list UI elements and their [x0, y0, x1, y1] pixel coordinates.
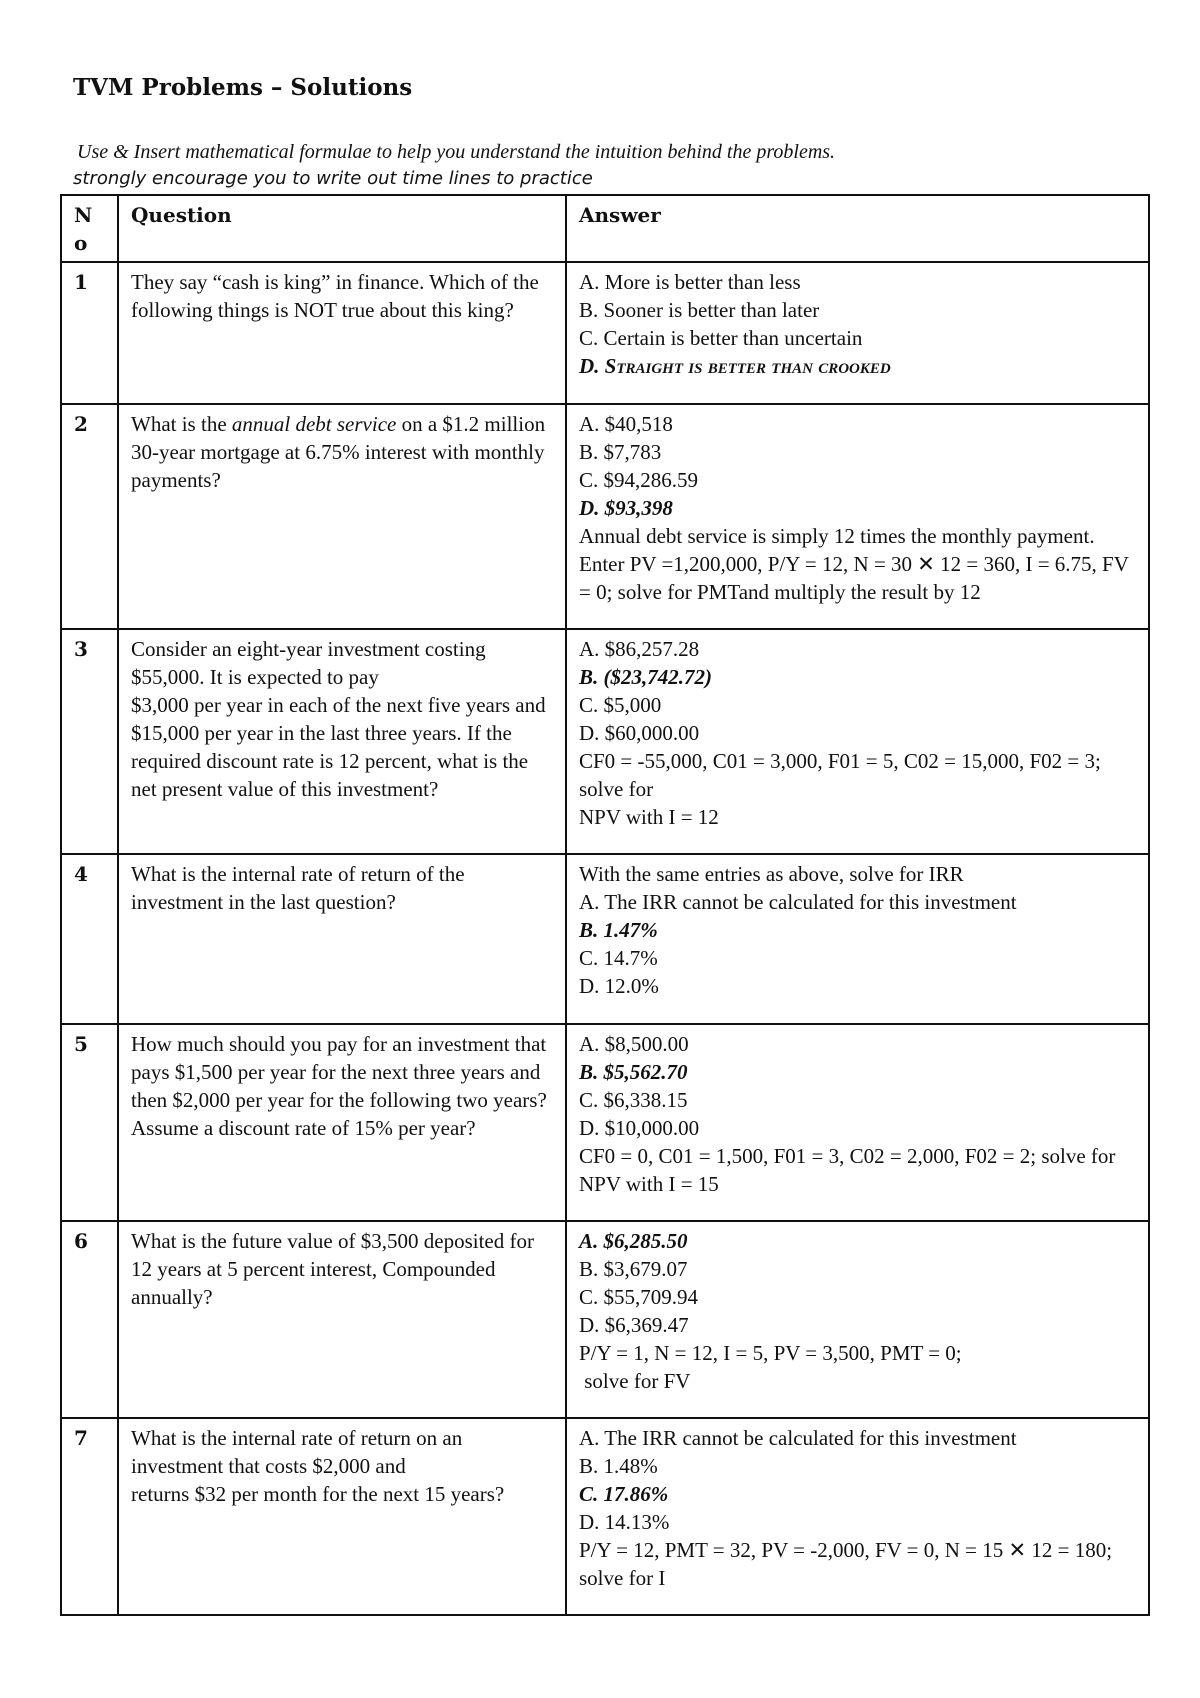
header-no-a: N — [74, 203, 93, 227]
answer-option: B. $3,679.07 — [579, 1257, 688, 1281]
answer-option: B. $7,783 — [579, 440, 662, 464]
correct-answer-option: B. 1.47% — [579, 918, 658, 942]
answer-explanation: CF0 = -55,000, C01 = 3,000, F01 = 5, C02 = 15,000, F02 = 3; solve for — [579, 749, 1107, 801]
question-number: 3 — [61, 629, 118, 854]
answer-explanation: NPV with I = 12 — [579, 805, 719, 829]
question-text: How much should you pay for an investment that pays $1,500 per year for the next three years and then $2,000 per year for the following two years? — [131, 1032, 547, 1112]
question-cell — [118, 629, 566, 854]
header-no — [61, 195, 118, 262]
answer-option: D. 14.13% — [579, 1510, 670, 1534]
question-text: What is the internal rate of return on an investment that costs $2,000 and — [131, 1426, 463, 1478]
answer-note: With the same entries as above, solve for IRR — [579, 862, 964, 886]
answer-cell — [566, 404, 1149, 629]
question-number: 7 — [61, 1418, 118, 1615]
question-text: returns $32 per month for the next 15 years? — [131, 1482, 505, 1506]
answer-cell — [566, 1024, 1149, 1221]
question-cell — [118, 854, 566, 1024]
answer-explanation: CF0 = 0, C01 = 1,500, F01 = 3, C02 = 2,000, F02 = 2; solve for NPV with I = 15 — [579, 1144, 1121, 1196]
table-row — [61, 629, 1149, 854]
answer-option: D. $60,000.00 — [579, 721, 700, 745]
answer-option: C. $5,000 — [579, 693, 662, 717]
table-row — [61, 1024, 1149, 1221]
answer-option: B. Sooner is better than later — [579, 298, 820, 322]
header-answer: Answer — [566, 195, 1149, 262]
question-cell — [118, 1418, 566, 1615]
answer-option: A. The IRR cannot be calculated for this investment — [579, 890, 1017, 914]
question-number: 4 — [61, 854, 118, 1024]
correct-answer-option: D. $93,398 — [579, 496, 673, 520]
question-cell — [118, 1024, 566, 1221]
answer-option: A. The IRR cannot be calculated for this investment — [579, 1426, 1017, 1450]
answer-option: C. Certain is better than uncertain — [579, 326, 863, 350]
intro-line-2: strongly encourage you to write out time lines to practice — [73, 168, 593, 189]
correct-answer-option: B. $5,562.70 — [579, 1060, 688, 1084]
correct-answer-option: C. 17.86% — [579, 1482, 669, 1506]
answer-option: D. $10,000.00 — [579, 1116, 700, 1140]
answer-option: D. 12.0% — [579, 974, 659, 998]
answer-explanation: P/Y = 12, PMT = 32, PV = -2,000, FV = 0, N = 15 ✕ 12 = 180; solve for I — [579, 1538, 1118, 1590]
correct-answer-option: D. Straight is better than crooked — [579, 354, 891, 378]
question-cell — [118, 262, 566, 404]
answer-explanation: solve for FV — [579, 1369, 691, 1393]
question-text: What is the internal rate of return of the investment in the last question? — [131, 862, 465, 914]
table-row — [61, 854, 1149, 1024]
question-cell — [118, 1221, 566, 1418]
answer-option: C. $94,286.59 — [579, 468, 699, 492]
answer-explanation: Annual debt service is simply 12 times the monthly payment. Enter PV =1,200,000, P/Y = 12, N = 30 ✕ 12 = 360, I = 6.75, FV = 0; solve for PMTand multiply the result by 12 — [579, 524, 1134, 604]
answer-cell — [566, 1221, 1149, 1418]
answer-cell — [566, 262, 1149, 404]
header-no-b: o — [74, 231, 88, 255]
question-cell — [118, 404, 566, 629]
table-row — [61, 1418, 1149, 1615]
page-title: TVM Problems – Solutions — [73, 74, 413, 101]
table-row — [61, 1221, 1149, 1418]
question-number: 1 — [61, 262, 118, 404]
answer-option: A. $8,500.00 — [579, 1032, 689, 1056]
table-row — [61, 404, 1149, 629]
header-question: Question — [118, 195, 566, 262]
question-text: What is the — [131, 412, 232, 436]
answer-option: A. More is better than less — [579, 270, 801, 294]
correct-answer-option: B. ($23,742.72) — [579, 665, 712, 689]
table-row — [61, 262, 1149, 404]
answer-cell — [566, 854, 1149, 1024]
answer-option: C. $55,709.94 — [579, 1285, 699, 1309]
answer-option: A. $40,518 — [579, 412, 673, 436]
answer-cell — [566, 1418, 1149, 1615]
answer-cell — [566, 629, 1149, 854]
answer-option: C. $6,338.15 — [579, 1088, 688, 1112]
question-text: annual debt service — [231, 412, 397, 436]
question-number: 5 — [61, 1024, 118, 1221]
question-number: 6 — [61, 1221, 118, 1418]
questions-table — [60, 194, 1150, 1616]
question-text: $3,000 per year in each of the next five years and $15,000 per year in the last three years. If the required discount rate is 12 percent, what is the net present value of this investment? — [131, 693, 546, 801]
table-body — [61, 262, 1149, 1615]
answer-option: D. $6,369.47 — [579, 1313, 689, 1337]
answer-option: A. $86,257.28 — [579, 637, 700, 661]
answer-option: C. 14.7% — [579, 946, 658, 970]
intro-line-1: Use & Insert mathematical formulae to help you understand the intuition behind the problems. — [77, 141, 836, 163]
table-header-row — [61, 195, 1149, 262]
answer-explanation: P/Y = 1, N = 12, I = 5, PV = 3,500, PMT = 0; — [579, 1341, 962, 1365]
correct-answer-option: A. $6,285.50 — [579, 1229, 688, 1253]
question-number: 2 — [61, 404, 118, 629]
question-text: Assume a discount rate of 15% per year? — [131, 1116, 476, 1140]
question-text: on a $1.2 million 30-year mortgage at 6.75% interest with monthly payments? — [131, 412, 546, 492]
answer-option: B. 1.48% — [579, 1454, 658, 1478]
question-text: They say “cash is king” in finance. Which of the following things is NOT true about this king? — [131, 270, 539, 322]
question-text: Consider an eight-year investment costing $55,000. It is expected to pay — [131, 637, 486, 689]
question-text: What is the future value of $3,500 deposited for 12 years at 5 percent interest, Compounded annually? — [131, 1229, 534, 1309]
